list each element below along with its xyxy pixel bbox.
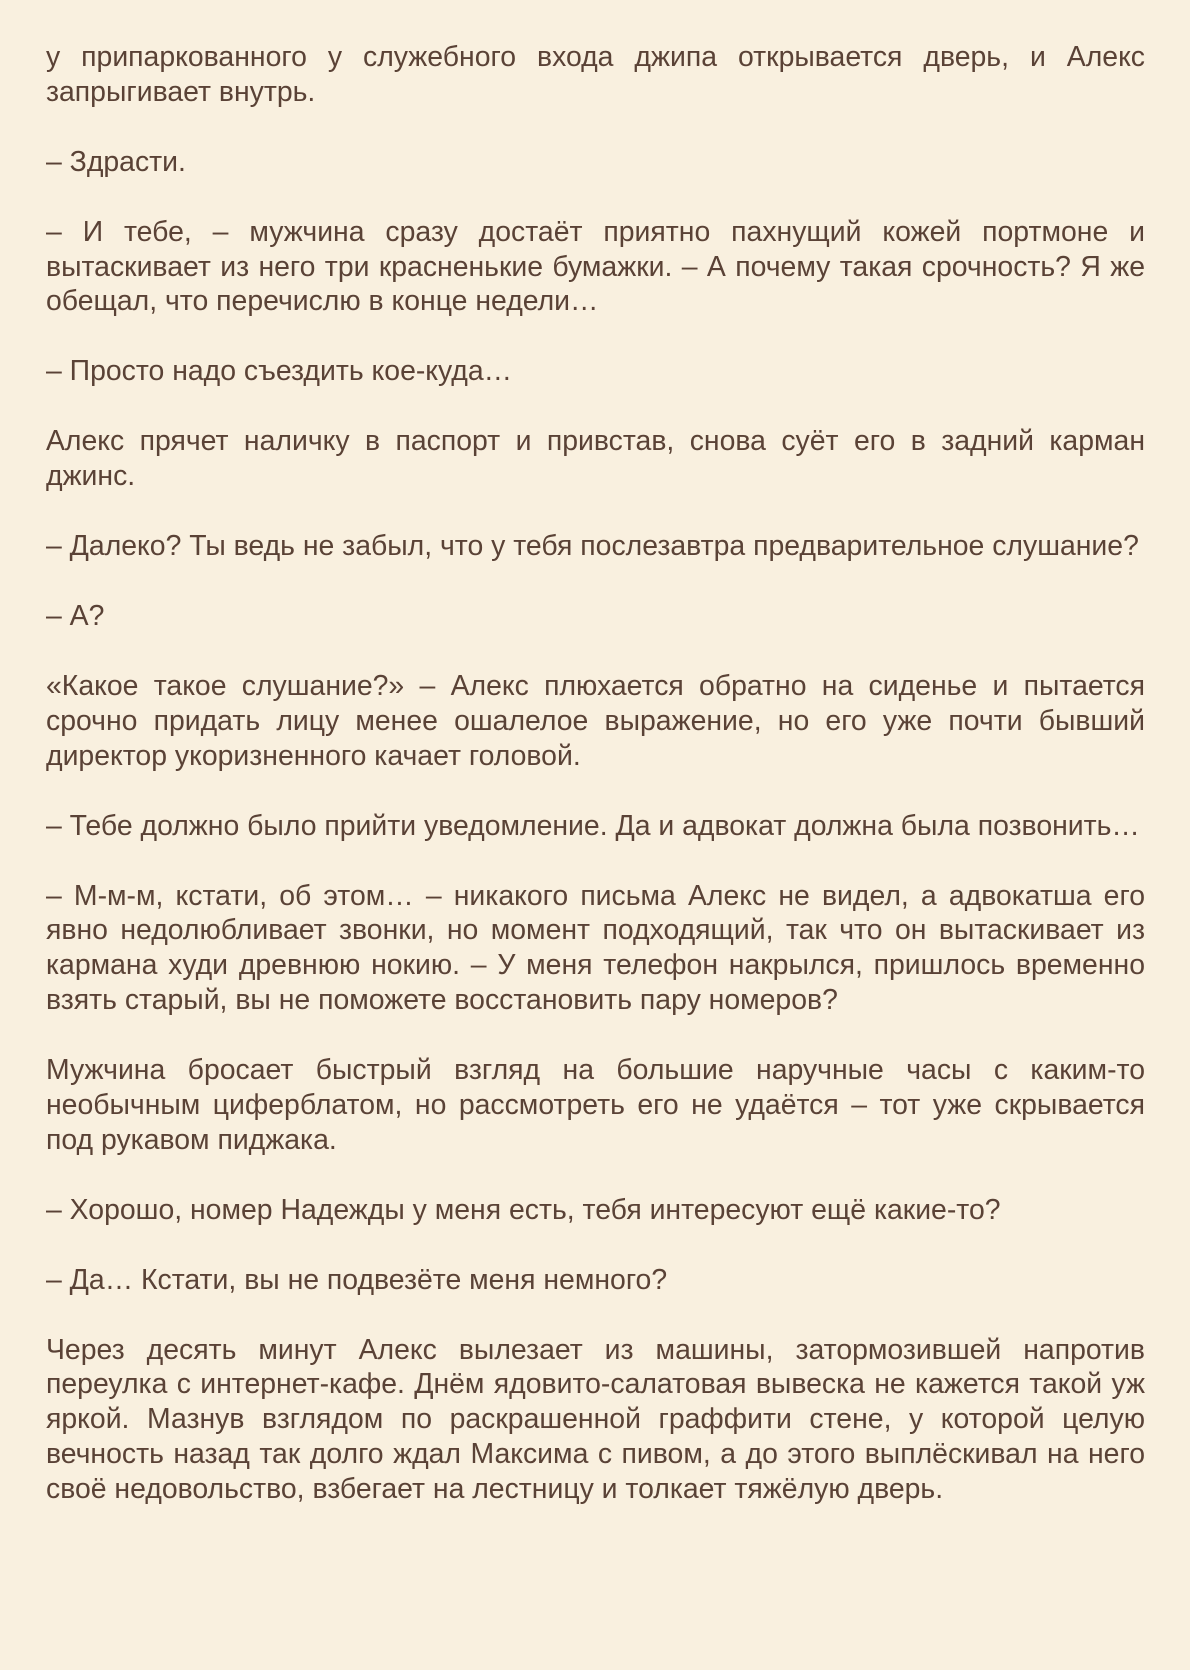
paragraph-9: – Тебе должно было прийти уведомление. Да и адвокат должна была позвонить… [46, 809, 1140, 842]
paragraph-10: – М-м-м, кстати, об этом… – никакого письма Алекс не видел, а адвокатша его явно недолюбливает звонки, но момент подходящий, так что он вытаскивает из кармана худи древнюю нокию. – У меня телефон накрылся, пришлось временно взять старый, вы не поможете восстановить пару номеров? [46, 879, 1145, 1017]
paragraph-2: – Здрасти. [46, 145, 186, 178]
paragraph-3: – И тебе, – мужчина сразу достаёт приятно пахнущий кожей портмоне и вытаскивает из него три красненькие бумажки. – А почему такая срочность? Я же обещал, что перечислю в конце недели… [46, 215, 1145, 318]
paragraph-1: у припаркованного у служебного входа джипа открывается дверь, и Алекс запрыгивает внутрь. [46, 41, 1145, 108]
paragraph-4: – Просто надо съездить кое-куда… [46, 355, 513, 388]
paragraph-11: Мужчина бросает быстрый взгляд на большие наручные часы с каким-то необычным циферблатом, но рассмотреть его не удаётся – тот уже скрывается под рукавом пиджака. [46, 1054, 1145, 1156]
paragraph-6: – Далеко? Ты ведь не забыл, что у тебя послезавтра предварительное слушание? [46, 530, 1139, 563]
paragraph-8: «Какое такое слушание?» – Алекс плюхается обратно на сиденье и пытается срочно придать лицу менее ошалелое выражение, но его уже почти бывший директор укоризненного качает головой. [46, 670, 1145, 772]
paragraph-7: – А? [46, 600, 105, 633]
paragraph-13: – Да… Кстати, вы не подвезёте меня немного? [46, 1263, 668, 1296]
paragraph-5: Алекс прячет наличку в паспорт и привстав, снова суёт его в задний карман джинс. [46, 425, 1145, 493]
paragraph-14: Через десять минут Алекс вылезает из машины, затормозившей напротив переулка с интернет-кафе. Днём ядовито-салатовая вывеска не кажется такой уж яркой. Мазнув взглядом по раскрашенной граффити стене, у которой целую вечность назад так долго ждал Максима с пивом, а до этого выплёскивал на него своё недовольство, взбегает на лестницу и толкает тяжёлую дверь. [46, 1333, 1145, 1505]
paragraph-12: – Хорошо, номер Надежды у меня есть, тебя интересуют ещё какие-то? [46, 1193, 1001, 1226]
